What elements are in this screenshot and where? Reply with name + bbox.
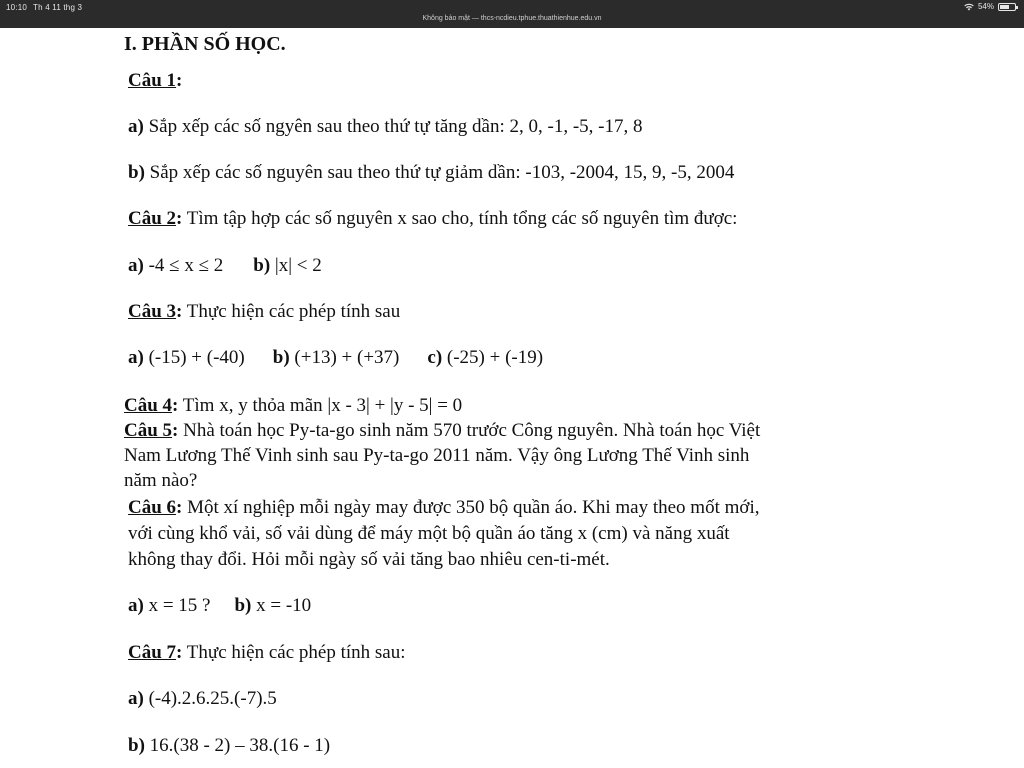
q5-line3: năm nào? — [124, 470, 198, 491]
q3-heading: Câu 3: Thực hiện các phép tính sau — [128, 301, 401, 322]
q2-label: Câu 2 — [128, 208, 177, 229]
q1-a: a) Sắp xếp các số ngyên sau theo thứ tự tăng dần: 2, 0, -1, -5, -17, 8 — [128, 116, 643, 137]
q6-label: Câu 6 — [128, 497, 177, 518]
q1-label: Câu 1 — [128, 70, 177, 91]
q6-line3: không thay đổi. Hỏi mỗi ngày số vải tăng bao nhiêu cen-ti-mét. — [128, 549, 610, 570]
q6-parts: a) x = 15 ? b) x = -10 — [128, 595, 312, 616]
q3-parts: a) (-15) + (-40) b) (+13) + (+37) c) (-25) + (-19) — [128, 347, 544, 368]
battery-percent: 54% — [977, 2, 994, 11]
q1-heading: Câu 1: — [128, 70, 183, 91]
status-time: 10:10 — [6, 3, 28, 12]
q5-line1: Câu 5: Nhà toán học Py-ta-go sinh năm 570 trước Công nguyên. Nhà toán học Việt — [124, 420, 761, 441]
q4: Câu 4: Tìm x, y thỏa mãn |x - 3| + |y - 5| = 0 — [124, 395, 463, 416]
q7-heading: Câu 7: Thực hiện các phép tính sau: — [128, 642, 406, 663]
section-title: I. PHẦN SỐ HỌC. — [124, 33, 286, 55]
q3-label: Câu 3 — [128, 301, 177, 322]
q5-label: Câu 5 — [124, 420, 173, 441]
q7-a: a) (-4).2.6.25.(-7).5 — [128, 688, 277, 709]
q4-label: Câu 4 — [124, 395, 173, 416]
q5-line2: Nam Lương Thế Vinh sinh sau Py-ta-go 2011 năm. Vậy ông Lương Thế Vinh sinh — [124, 445, 750, 466]
q6-line1: Câu 6: Một xí nghiệp mỗi ngày may được 350 bộ quần áo. Khi may theo mốt mới, — [128, 497, 760, 518]
q7-b: b) 16.(38 - 2) – 38.(16 - 1) — [128, 735, 331, 756]
status-date: Th 4 11 thg 3 — [33, 3, 83, 12]
q1-b: b) Sắp xếp các số nguyên sau theo thứ tự giảm dần: -103, -2004, 15, 9, -5, 2004 — [128, 162, 735, 183]
q2-parts: a) -4 ≤ x ≤ 2 b) |x| < 2 — [128, 255, 322, 276]
q2-heading: Câu 2: Tìm tập hợp các số nguyên x sao cho, tính tổng các số nguyên tìm được: — [128, 208, 738, 229]
address-bar[interactable]: Không bảo mật — thcs-ncdieu.tphue.thuathienhue.edu.vn — [422, 15, 602, 22]
q7-label: Câu 7 — [128, 642, 177, 663]
q6-line2: với cùng khổ vải, số vải dùng để máy một bộ quần áo tăng x (cm) và năng xuất — [128, 523, 730, 544]
